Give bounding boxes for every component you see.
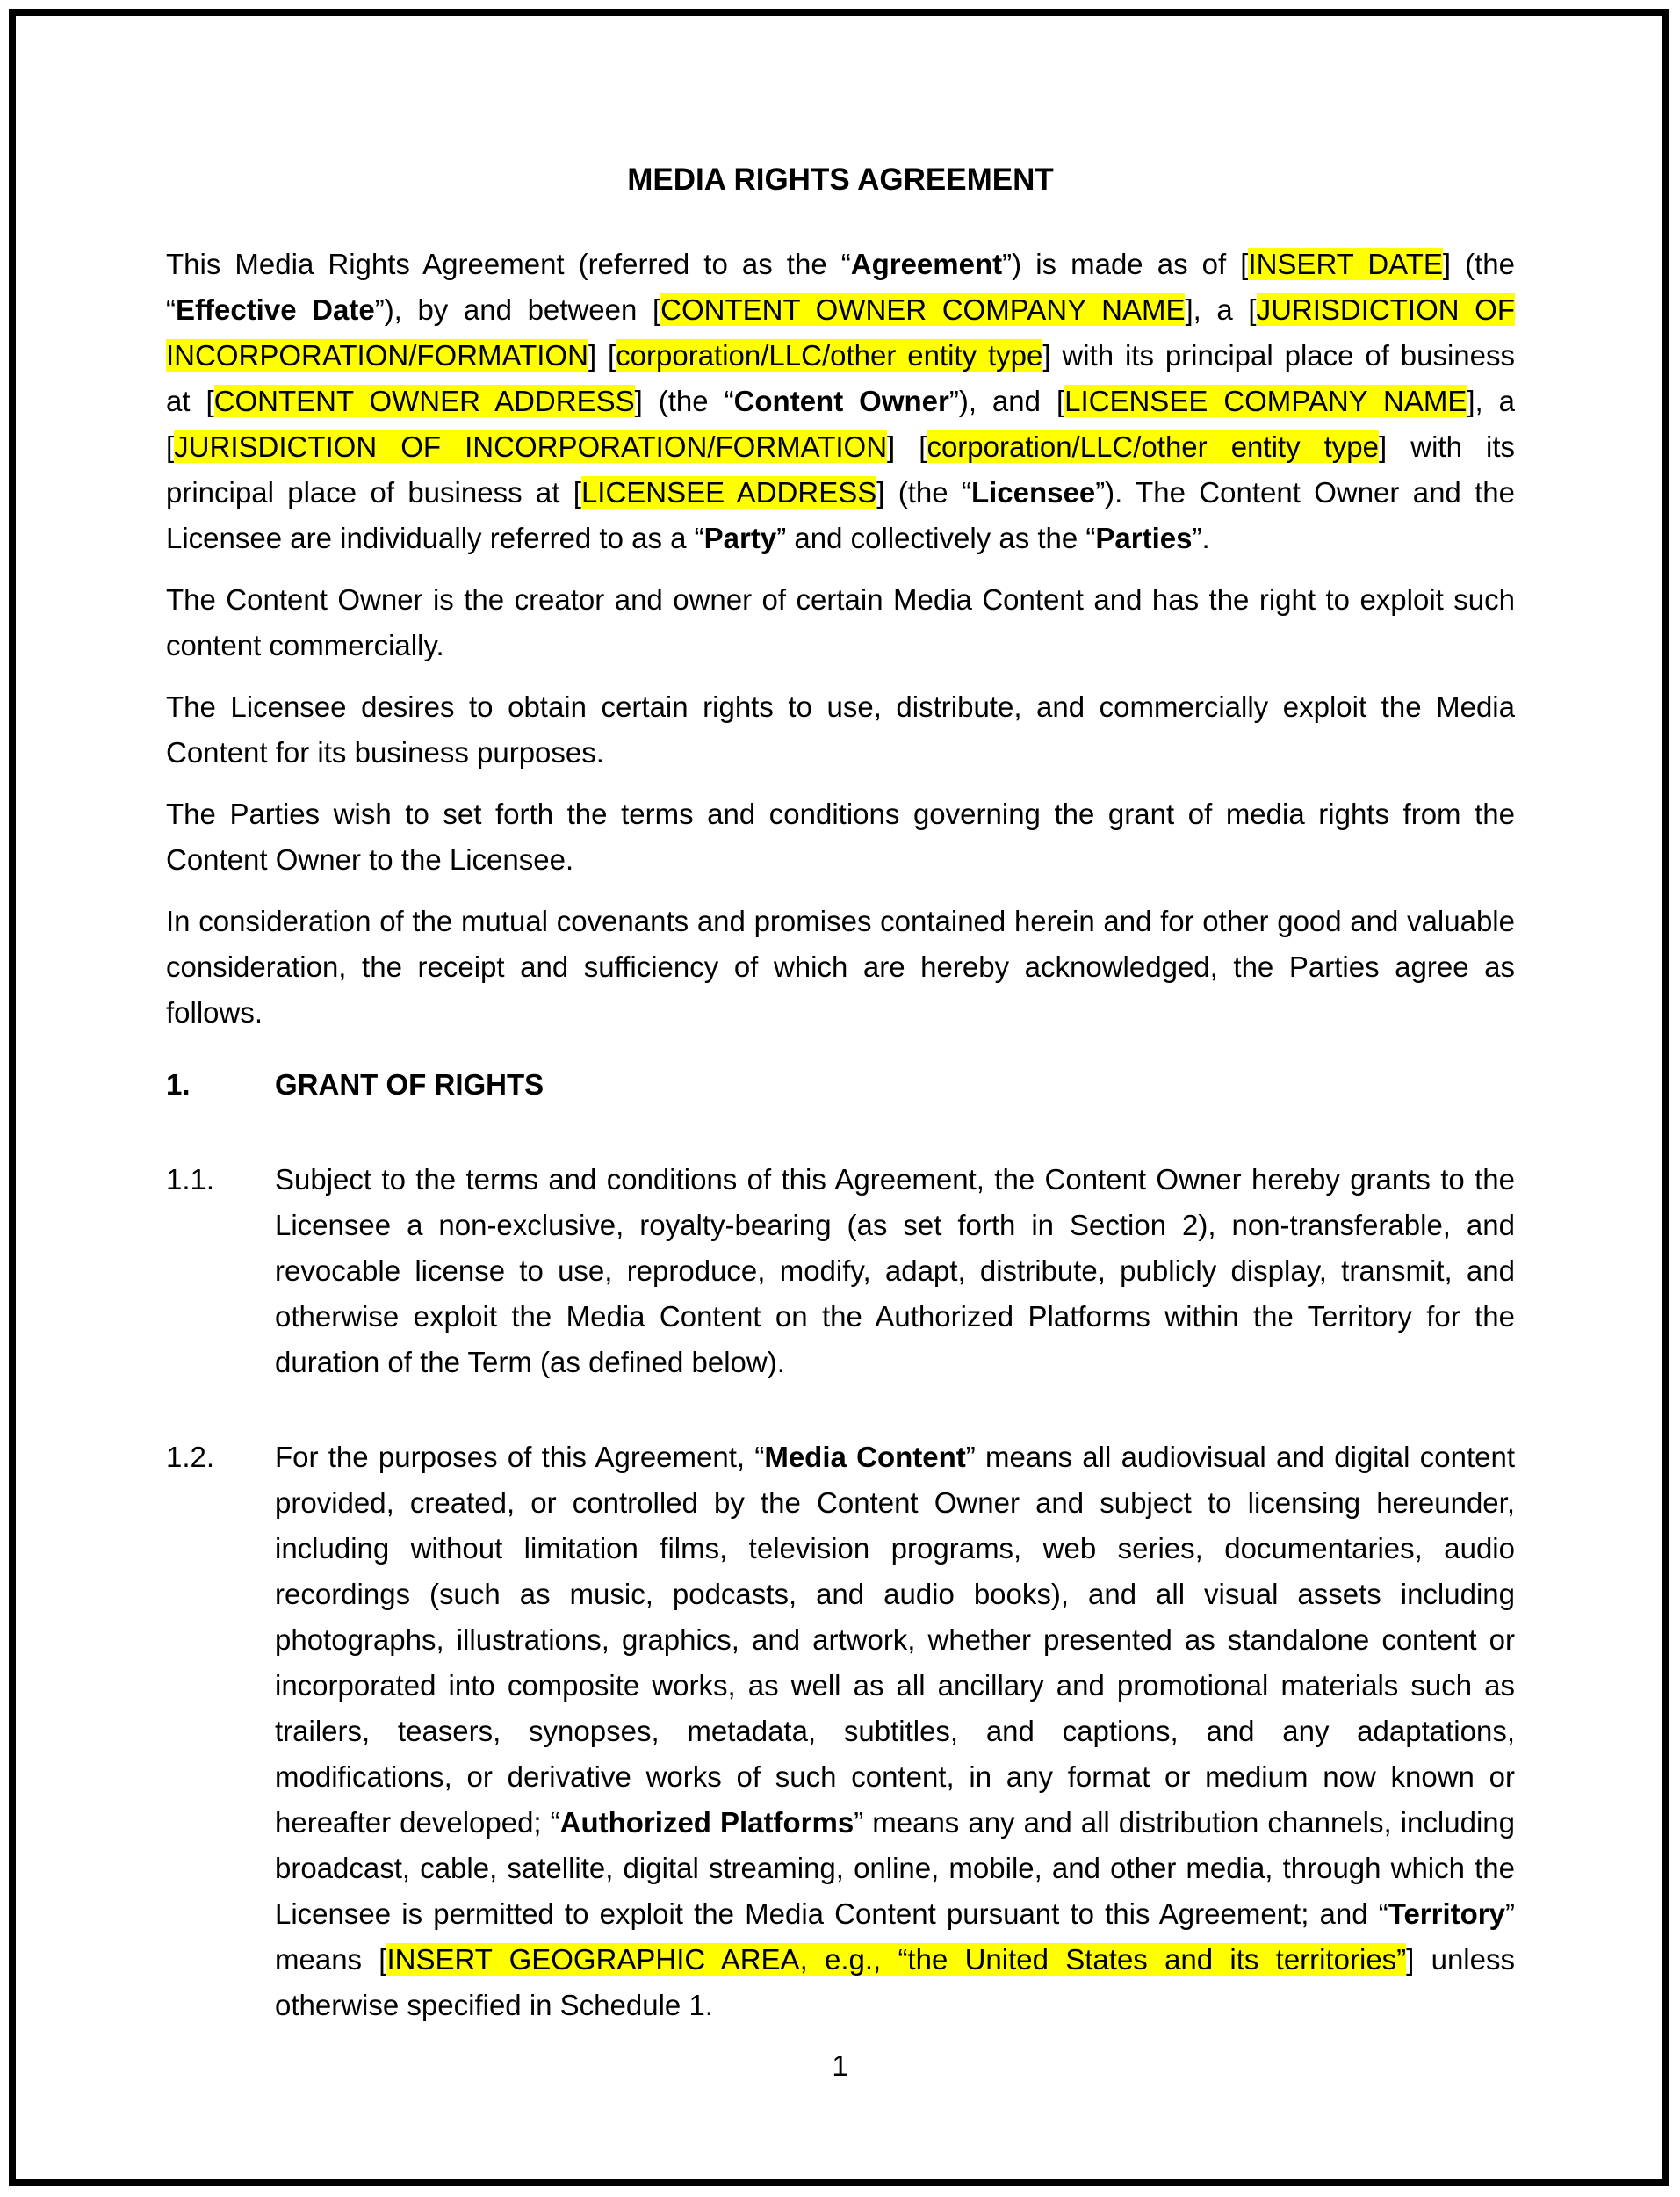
text-run: ” and collectively as the “ bbox=[776, 522, 1096, 554]
text-run: ” means all audiovisual and digital content provided, created, or controlled by the Content Owner and subject to licensing hereunder, including without limitation films, television programs, web series, documentaries, audio recordings (such as music, podcasts, and audio books), and all visual assets including photographs, illustrations, graphics, and artwork, whether presented as standalone content or incorporated into composite works, as well as all ancillary and promotional materials such as trailers, teasers, synopses, metadata, subtitles, and captions, and any adaptations, modifications, or derivative works of such content, in any format or medium now known or hereafter developed; “ bbox=[275, 1441, 1515, 1839]
document-content bbox=[166, 161, 1515, 2078]
text-run: ] (the “ bbox=[876, 476, 971, 509]
text-run: Content Owner bbox=[733, 385, 949, 417]
text-run: This Media Rights Agreement (referred to as the “ bbox=[166, 248, 851, 280]
highlighted-placeholder: INSERT DATE bbox=[1248, 248, 1443, 280]
text-run: In consideration of the mutual covenants and promises contained herein and for other good and valuable consideration, the receipt and sufficiency of which are hereby acknowledged, the Parties agree as follows. bbox=[166, 905, 1515, 1029]
text-run: ] (the “ bbox=[166, 248, 1515, 326]
highlighted-placeholder: JURISDICTION OF INCORPORATION/FORMATION bbox=[166, 293, 1515, 372]
highlighted-placeholder: CONTENT OWNER ADDRESS bbox=[213, 385, 635, 417]
highlighted-placeholder: CONTENT OWNER COMPANY NAME bbox=[660, 293, 1186, 326]
text-run: ] (the “ bbox=[634, 385, 734, 417]
highlighted-placeholder: INSERT GEOGRAPHIC AREA, e.g., “the United States and its territories” bbox=[386, 1943, 1407, 1976]
text-run: ”). The Content Owner and the Licensee are individually referred to as a “ bbox=[166, 476, 1516, 554]
highlighted-placeholder: JURISDICTION OF INCORPORATION/FORMATION bbox=[174, 430, 888, 463]
page-number: 1 bbox=[832, 2049, 848, 2082]
highlighted-placeholder: LICENSEE ADDRESS bbox=[580, 476, 877, 509]
text-run: ”. bbox=[1192, 522, 1210, 554]
text-run: ”), by and between [ bbox=[374, 293, 661, 326]
text-run: ] with its principal place of business at [ bbox=[166, 430, 1515, 509]
paragraph bbox=[166, 684, 1515, 776]
document-body bbox=[166, 242, 1515, 2028]
document-title: MEDIA RIGHTS AGREEMENT bbox=[627, 163, 1054, 197]
section-number: 1.1. bbox=[166, 1163, 215, 1196]
paragraph bbox=[166, 1435, 1515, 2028]
paragraph bbox=[166, 1157, 1515, 1385]
text-run: Subject to the terms and conditions of this Agreement, the Content Owner hereby grants to the Licensee a non-exclusive, royalty-bearing (as set forth in Section 2), non-transferable, and revocable license to use, reproduce, modify, adapt, distribute, publicly display, transmit, and otherwise exploit the Media Content on the Authorized Platforms within the Territory for the duration of the Term (as defined below). bbox=[275, 1163, 1515, 1378]
text-run: The Content Owner is the creator and owner of certain Media Content and has the right to exploit such content commercially. bbox=[166, 583, 1515, 661]
text-run: Parties bbox=[1095, 522, 1193, 554]
paragraph bbox=[166, 791, 1515, 883]
text-run: Territory bbox=[1388, 1897, 1505, 1930]
text-run: GRANT OF RIGHTS bbox=[275, 1068, 544, 1101]
text-run: The Parties wish to set forth the terms and conditions governing the grant of media rights from the Content Owner to the Licensee. bbox=[166, 798, 1515, 876]
paragraph bbox=[166, 899, 1515, 1036]
text-run: ], a [ bbox=[166, 385, 1516, 463]
text-run: ” means [ bbox=[275, 1897, 1515, 1976]
text-run: Licensee bbox=[970, 476, 1096, 509]
text-run: ] [ bbox=[887, 430, 927, 463]
text-run: Effective Date bbox=[176, 293, 375, 326]
paragraph bbox=[166, 242, 1515, 561]
paragraph bbox=[166, 577, 1515, 668]
highlighted-placeholder: corporation/LLC/other entity type bbox=[927, 430, 1380, 463]
text-run: The Licensee desires to obtain certain rights to use, distribute, and commercially exploit the Media Content for its business purposes. bbox=[166, 690, 1515, 769]
section-number: 1. bbox=[166, 1068, 191, 1101]
text-run: ], a [ bbox=[1185, 293, 1257, 326]
text-run: Agreement bbox=[850, 248, 1003, 280]
text-run: Party bbox=[703, 522, 777, 554]
text-run: Authorized Platforms bbox=[559, 1806, 854, 1839]
highlighted-placeholder: LICENSEE COMPANY NAME bbox=[1064, 385, 1467, 417]
text-run: ] [ bbox=[588, 339, 616, 372]
text-run: ] unless otherwise specified in Schedule 1. bbox=[275, 1943, 1515, 2021]
section-number: 1.2. bbox=[166, 1441, 215, 1473]
highlighted-placeholder: corporation/LLC/other entity type bbox=[616, 339, 1043, 372]
text-run: ”) is made as of [ bbox=[1002, 248, 1249, 280]
section-heading bbox=[166, 1062, 1515, 1108]
text-run: ” means any and all distribution channels, including broadcast, cable, satellite, digital streaming, online, mobile, and other media, through which the Licensee is permitted to exploit the Media Content pursuant to this Agreement; and “ bbox=[275, 1806, 1515, 1930]
text-run: ] with its principal place of business at [ bbox=[166, 339, 1515, 417]
text-run: Media Content bbox=[764, 1441, 966, 1473]
text-run: For the purposes of this Agreement, “ bbox=[275, 1441, 765, 1473]
text-run: ”), and [ bbox=[948, 385, 1065, 417]
